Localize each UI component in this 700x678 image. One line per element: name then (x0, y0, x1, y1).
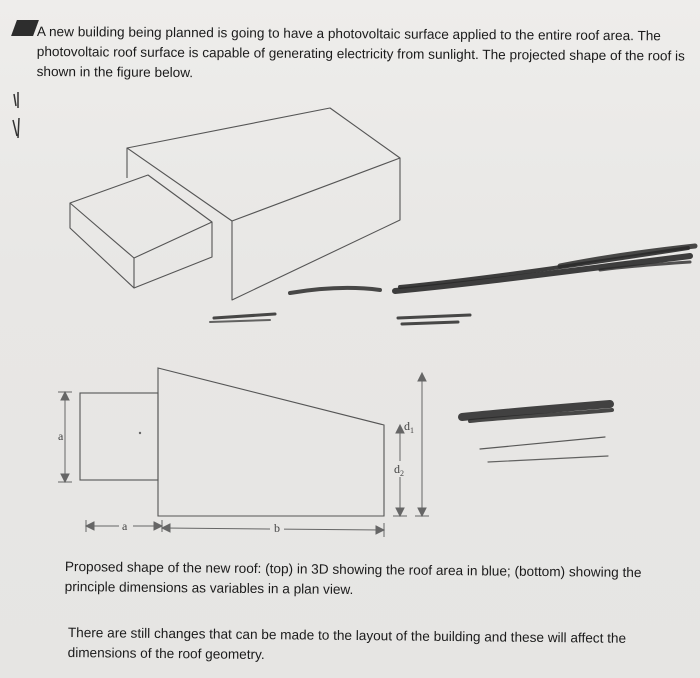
small-block-side (134, 222, 212, 288)
intro-paragraph: A new building being planned is going to have a photovoltaic surface applied to the entire roof area. The photovoltaic roof surface is capable of generating electricity from sunlight. The projected shape of the roof is shown in the figure below. (36, 23, 685, 81)
large-block-roof (127, 108, 400, 221)
large-block-side (232, 158, 400, 300)
scribble-marks (210, 246, 695, 462)
plan-dot (139, 432, 141, 434)
small-block-front (70, 203, 134, 288)
figure-caption: Proposed shape of the new roof: (top) in 3D showing the roof area in blue; (bottom) showing the principle dimensions as variables in a plan view. (64, 558, 642, 598)
plan-small-rect (80, 393, 158, 480)
plan-large-shape (158, 368, 384, 516)
label-b: b (274, 521, 280, 535)
dim-d1 (415, 373, 429, 516)
label-d2: $d_2$ (394, 462, 404, 478)
label-a-horizontal: a (122, 519, 128, 533)
label-d1: $d_1$ (404, 419, 414, 435)
plan-view (80, 368, 384, 516)
margin-pen-marks (10, 92, 24, 152)
label-a-vertical: a (58, 429, 64, 443)
small-block-roof (70, 175, 212, 258)
changes-paragraph: There are still changes that can be made to the layout of the building and these will affect the dimensions of the roof geometry. (67, 624, 627, 663)
